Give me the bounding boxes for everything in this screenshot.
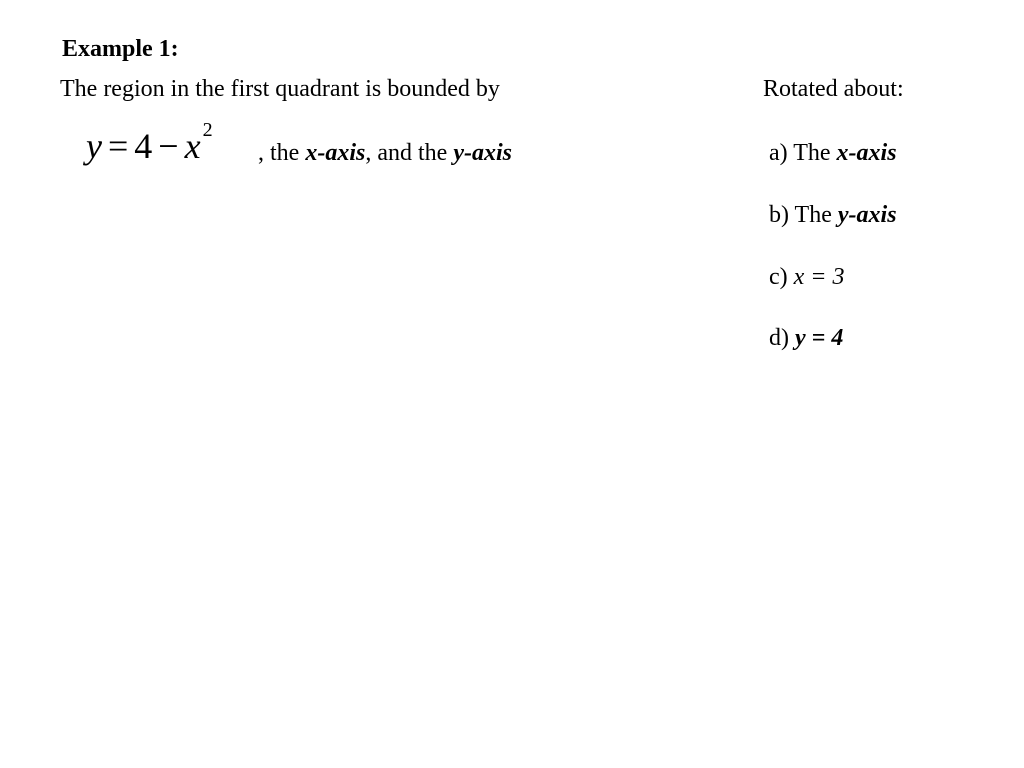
region-description: The region in the first quadrant is bounded by xyxy=(60,76,500,102)
equation-constant: 4 xyxy=(134,126,153,166)
rotation-option-d xyxy=(769,325,843,352)
option-b-value: y-axis xyxy=(837,202,897,228)
option-a-value: x-axis xyxy=(836,140,897,166)
example-title: Example 1: xyxy=(62,36,179,62)
rotation-option-b xyxy=(769,202,897,229)
bounds-y-axis: y-axis xyxy=(453,140,512,166)
equation-minus: − xyxy=(158,126,179,166)
equation-equals: = xyxy=(107,126,129,166)
bounds-x-axis: x-axis xyxy=(305,140,366,166)
equation-lhs: y xyxy=(86,126,102,166)
equation-exponent: 2 xyxy=(202,119,213,141)
rotated-about-heading: Rotated about: xyxy=(763,76,904,102)
bounds-prefix: , the xyxy=(258,140,306,166)
bounds-middle: , and the xyxy=(365,140,454,166)
curve-equation xyxy=(86,119,213,166)
option-a-prefix: a) The xyxy=(769,140,837,166)
boundary-list xyxy=(258,140,512,167)
option-c-value: x = 3 xyxy=(793,264,845,290)
option-d-prefix: d) xyxy=(769,325,795,351)
rotation-option-a xyxy=(769,140,897,167)
option-b-prefix: b) The xyxy=(769,202,838,228)
option-d-value: y = 4 xyxy=(795,325,844,351)
option-c-prefix: c) xyxy=(769,264,794,290)
rotation-option-c xyxy=(769,264,845,291)
equation-variable: x xyxy=(184,126,201,166)
